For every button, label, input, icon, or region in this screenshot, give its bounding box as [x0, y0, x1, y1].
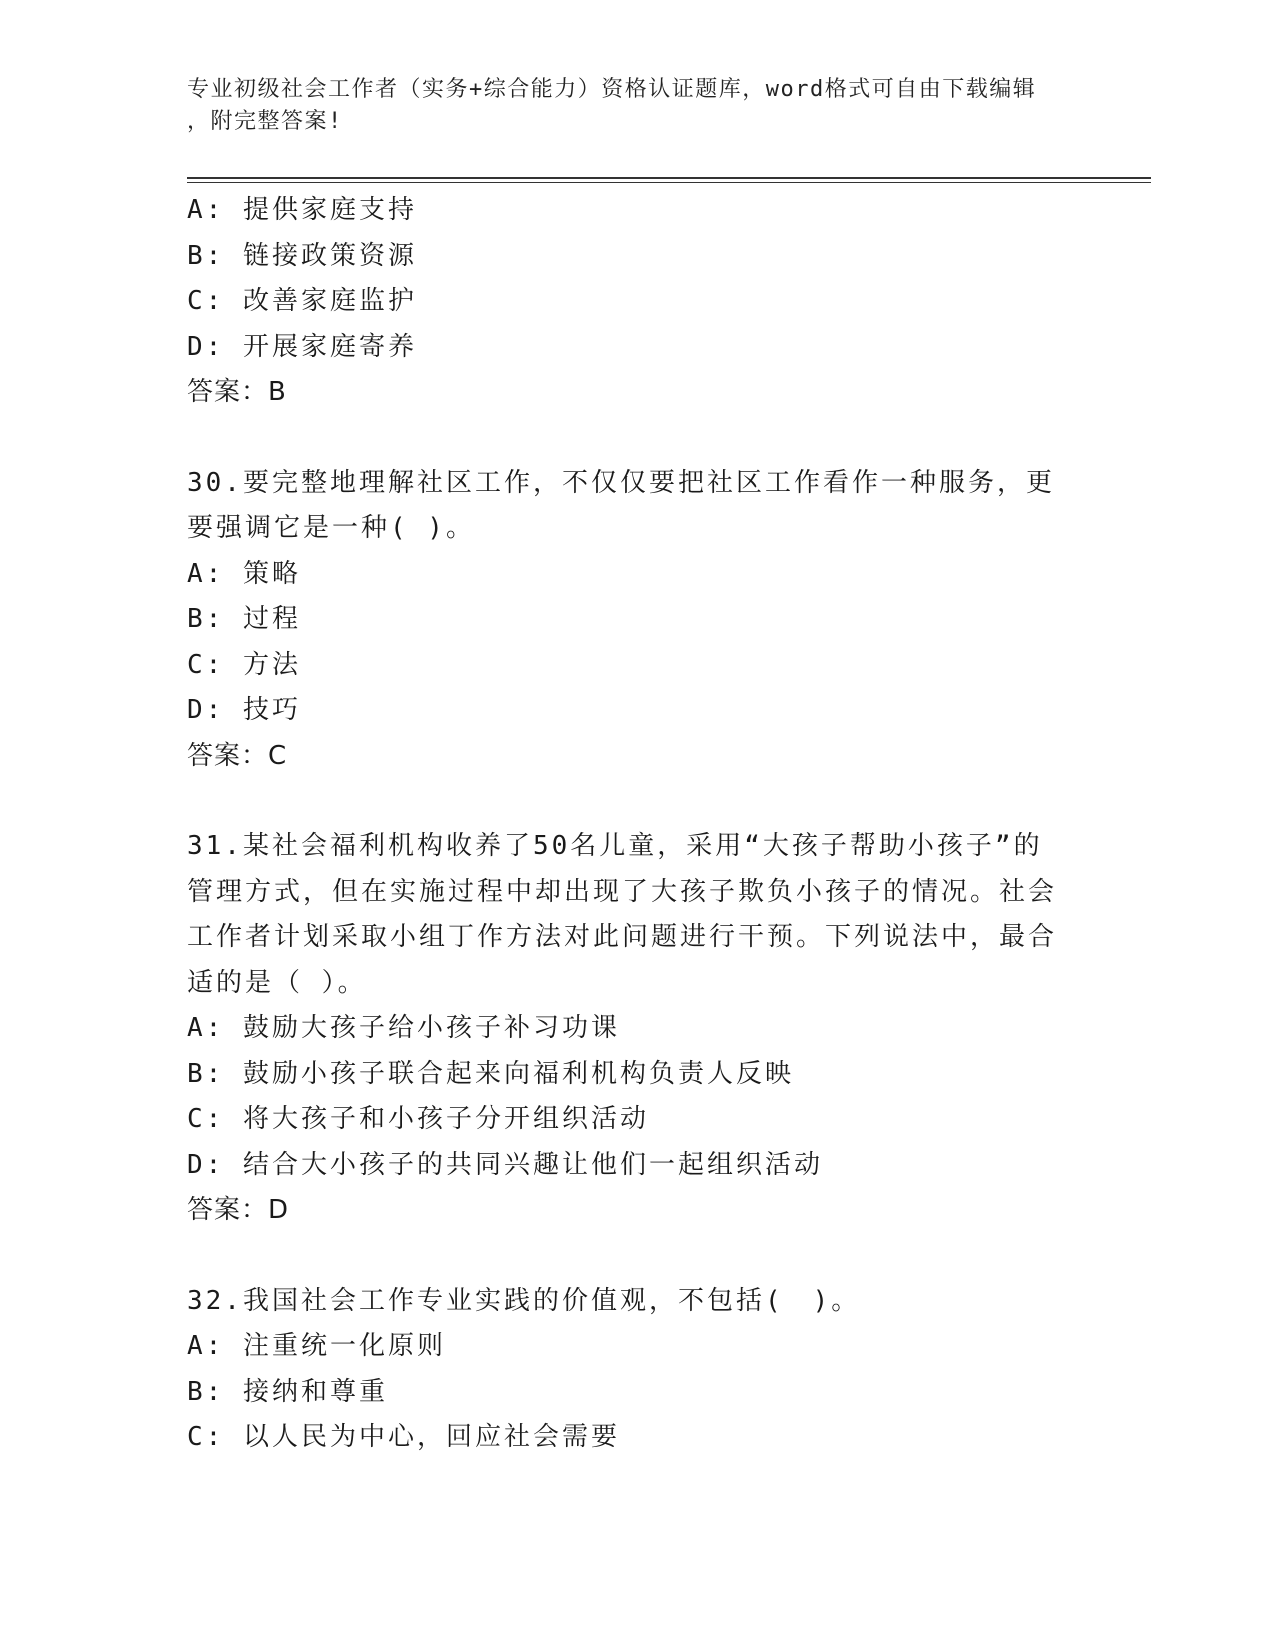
answer-line: 答案：C: [187, 740, 288, 771]
option-a: A: 策略: [187, 558, 301, 589]
spacer: [187, 779, 1087, 824]
answer-line: 答案：D: [187, 1195, 290, 1225]
header-title-line-1: 专业初级社会工作者（实务+综合能力）资格认证题库，word格式可自由下载编辑: [187, 77, 1037, 102]
option-a: A: 鼓励大孩子给小孩子补习功课: [187, 1013, 620, 1043]
question-block-29: [187, 188, 1087, 416]
header-divider-thick: [187, 177, 1151, 179]
option-c: C: 改善家庭监护: [187, 286, 417, 316]
question-block-31: [187, 824, 1087, 1234]
spacer: [187, 416, 1087, 461]
question-stem: 32.我国社会工作专业实践的价值观，不包括( )。: [187, 1285, 861, 1316]
question-stem: 31.某社会福利机构收养了50名儿童，采用“大孩子帮助小孩子”的管理方式，但在实施过程中却出现了大孩子欺负小孩子的情况。社会工作者计划采取小组丁作方法对此问题进行干预。下列说法中，最合适的是（ ）。: [187, 831, 1058, 998]
option-d: D: 开展家庭寄养: [187, 331, 417, 362]
option-b: B: 链接政策资源: [187, 240, 417, 271]
question-block-30: [187, 461, 1087, 780]
answer-line: 答案：B: [187, 377, 287, 407]
option-c: C: 将大孩子和小孩子分开组织活动: [187, 1104, 649, 1134]
option-d: D: 结合大小孩子的共同兴趣让他们一起组织活动: [187, 1149, 823, 1180]
option-d: D: 技巧: [187, 695, 301, 725]
option-c: C: 以人民为中心，回应社会需要: [187, 1422, 620, 1452]
option-a: A: 注重统一化原则: [187, 1331, 446, 1361]
option-a: A: 提供家庭支持: [187, 195, 417, 225]
question-list: [187, 188, 1087, 1461]
document-header: [187, 74, 1087, 138]
header-divider-thin: [187, 182, 1151, 183]
header-title-line-2: ，附完整答案!: [187, 109, 343, 134]
option-c: C: 方法: [187, 649, 301, 680]
option-b: B: 过程: [187, 604, 301, 634]
question-stem: 30.要完整地理解社区工作，不仅仅要把社区工作看作一种服务，更要强调它是一种( )。: [187, 467, 1055, 543]
option-b: B: 接纳和尊重: [187, 1376, 388, 1407]
option-b: B: 鼓励小孩子联合起来向福利机构负责人反映: [187, 1058, 794, 1089]
question-block-32: [187, 1279, 1087, 1461]
spacer: [187, 1234, 1087, 1279]
